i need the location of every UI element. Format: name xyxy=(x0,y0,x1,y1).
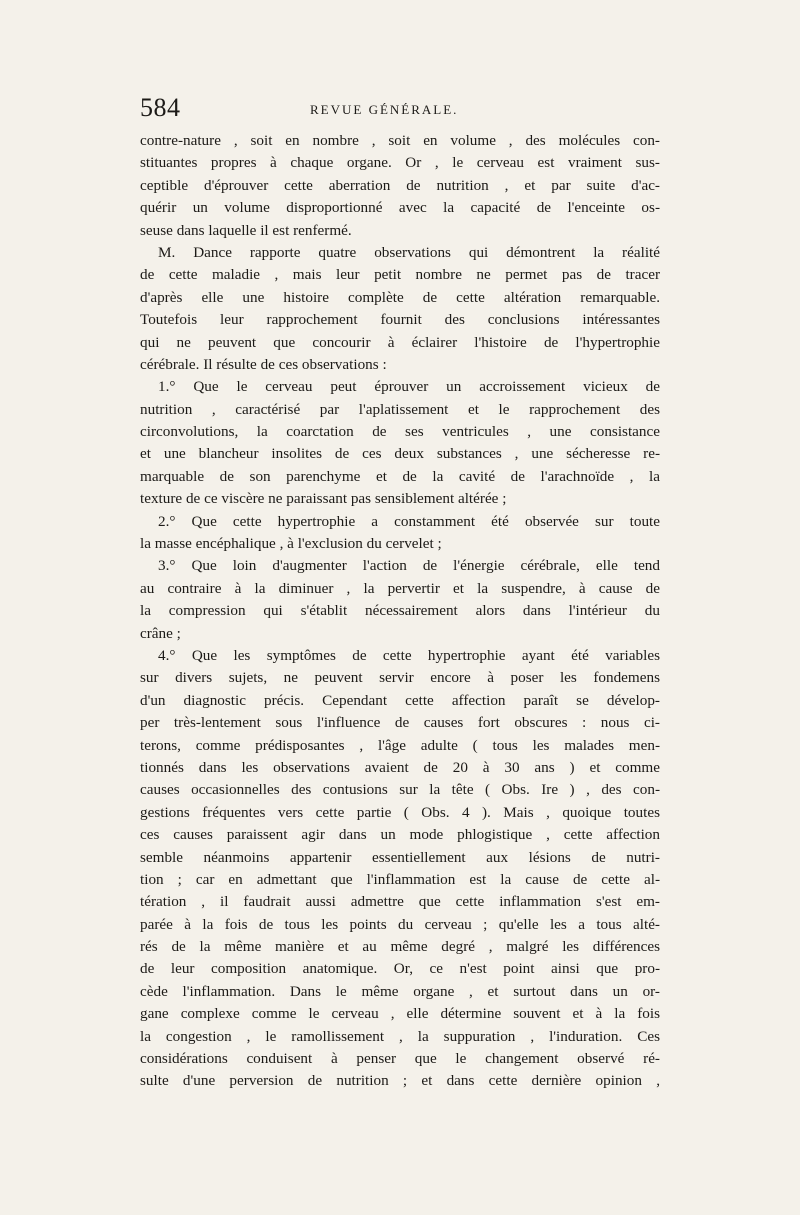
text-line: parée à la fois de tous les points du cerveau ; qu'elle les a tous alté- xyxy=(140,915,660,933)
text-line: sulte d'une perversion de nutrition ; et dans cette dernière opinion , xyxy=(140,1072,660,1090)
text-line: crâne ; xyxy=(140,624,181,642)
page-number: 584 xyxy=(140,93,181,122)
text-line: 4.° Que les symptômes de cette hypertrophie ayant été variables xyxy=(158,646,660,664)
text-line: terons, comme prédisposantes , l'âge adulte ( tous les malades men- xyxy=(140,736,660,754)
text-line: causes occasionnelles des contusions sur la tête ( Obs. Ire ) , des con- xyxy=(140,781,660,799)
text-line: nutrition , caractérisé par l'aplatissement et le rapprochement des xyxy=(140,400,660,418)
text-line: cède l'inflammation. Dans le même organe , et surtout dans un or- xyxy=(140,982,660,1000)
text-line: seuse dans laquelle il est renfermé. xyxy=(140,221,352,239)
running-title: REVUE GÉNÉRALE. xyxy=(310,102,459,117)
text-line: sur divers sujets, ne peuvent servir encore à poser les fondemens xyxy=(140,669,660,687)
text-line: 3.° Que loin d'augmenter l'action de l'énergie cérébrale, elle tend xyxy=(158,557,660,575)
text-line: texture de ce viscère ne paraissant pas sensiblement altérée ; xyxy=(140,490,507,508)
text-line: tionnés dans les observations avaient de 20 à 30 ans ) et comme xyxy=(140,758,660,776)
text-line: tération , il faudrait aussi admettre que cette inflammation s'est em- xyxy=(140,893,660,911)
text-line: M. Dance rapporte quatre observations qui démontrent la réalité xyxy=(158,243,660,261)
text-line: Toutefois leur rapprochement fournit des conclusions intéressantes xyxy=(140,311,660,329)
text-line: d'un diagnostic précis. Cependant cette affection paraît se dévelop- xyxy=(140,691,660,709)
text-line: tion ; car en admettant que l'inflammation est la cause de cette al- xyxy=(140,870,660,888)
text-line: semble néanmoins appartenir essentiellement aux lésions de nutri- xyxy=(140,848,660,866)
text-line: d'après elle une histoire complète de cette altération remarquable. xyxy=(140,288,660,306)
text-line: 2.° Que cette hypertrophie a constamment été observée sur toute xyxy=(158,512,660,530)
text-line: qui ne peuvent que concourir à éclairer l'histoire de l'hypertrophie xyxy=(140,333,660,351)
text-line: de cette maladie , mais leur petit nombre ne permet pas de tracer xyxy=(140,266,660,284)
text-line: la compression qui s'établit nécessairement alors dans l'intérieur du xyxy=(140,602,660,620)
text-line: ceptible d'éprouver cette aberration de nutrition , et par suite d'ac- xyxy=(140,176,660,194)
text-line: 1.° Que le cerveau peut éprouver un accroissement vicieux de xyxy=(158,378,660,396)
text-line: quérir un volume disproportionné avec la capacité de l'enceinte os- xyxy=(140,199,660,217)
text-line: stituantes propres à chaque organe. Or , le cerveau est vraiment sus- xyxy=(140,154,660,172)
text-line: ces causes paraissent agir dans un mode phlogistique , cette affection xyxy=(140,826,660,844)
text-line: cérébrale. Il résulte de ces observations : xyxy=(140,355,387,373)
text-line: rés de la même manière et au même degré , malgré les différences xyxy=(140,938,660,956)
body-text xyxy=(140,130,660,1093)
text-line: marquable de son parenchyme et de la cavité de l'arachnoïde , la xyxy=(140,467,660,485)
text-line: gane complexe comme le cerveau , elle détermine souvent et à la fois xyxy=(140,1005,660,1023)
text-line: la masse encéphalique , à l'exclusion du cervelet ; xyxy=(140,535,442,553)
text-line: au contraire à la diminuer , la pervertir et la suspendre, à cause de xyxy=(140,579,660,597)
page-header xyxy=(140,93,660,127)
text-line: circonvolutions, la coarctation de ses ventricules , une consistance xyxy=(140,423,660,441)
text-line: gestions fréquentes vers cette partie ( Obs. 4 ). Mais , quoique toutes xyxy=(140,803,660,821)
text-line: de leur composition anatomique. Or, ce n'est point ainsi que pro- xyxy=(140,960,660,978)
text-line: la congestion , le ramollissement , la suppuration , l'induration. Ces xyxy=(140,1027,660,1045)
text-line: per très-lentement sous l'influence de causes fort obscures : nous ci- xyxy=(140,714,660,732)
text-line: et une blancheur insolites de ces deux substances , une sécheresse re- xyxy=(140,445,660,463)
text-line: contre-nature , soit en nombre , soit en volume , des molécules con- xyxy=(140,132,660,149)
text-line: considérations conduisent à penser que le changement observé ré- xyxy=(140,1050,660,1068)
